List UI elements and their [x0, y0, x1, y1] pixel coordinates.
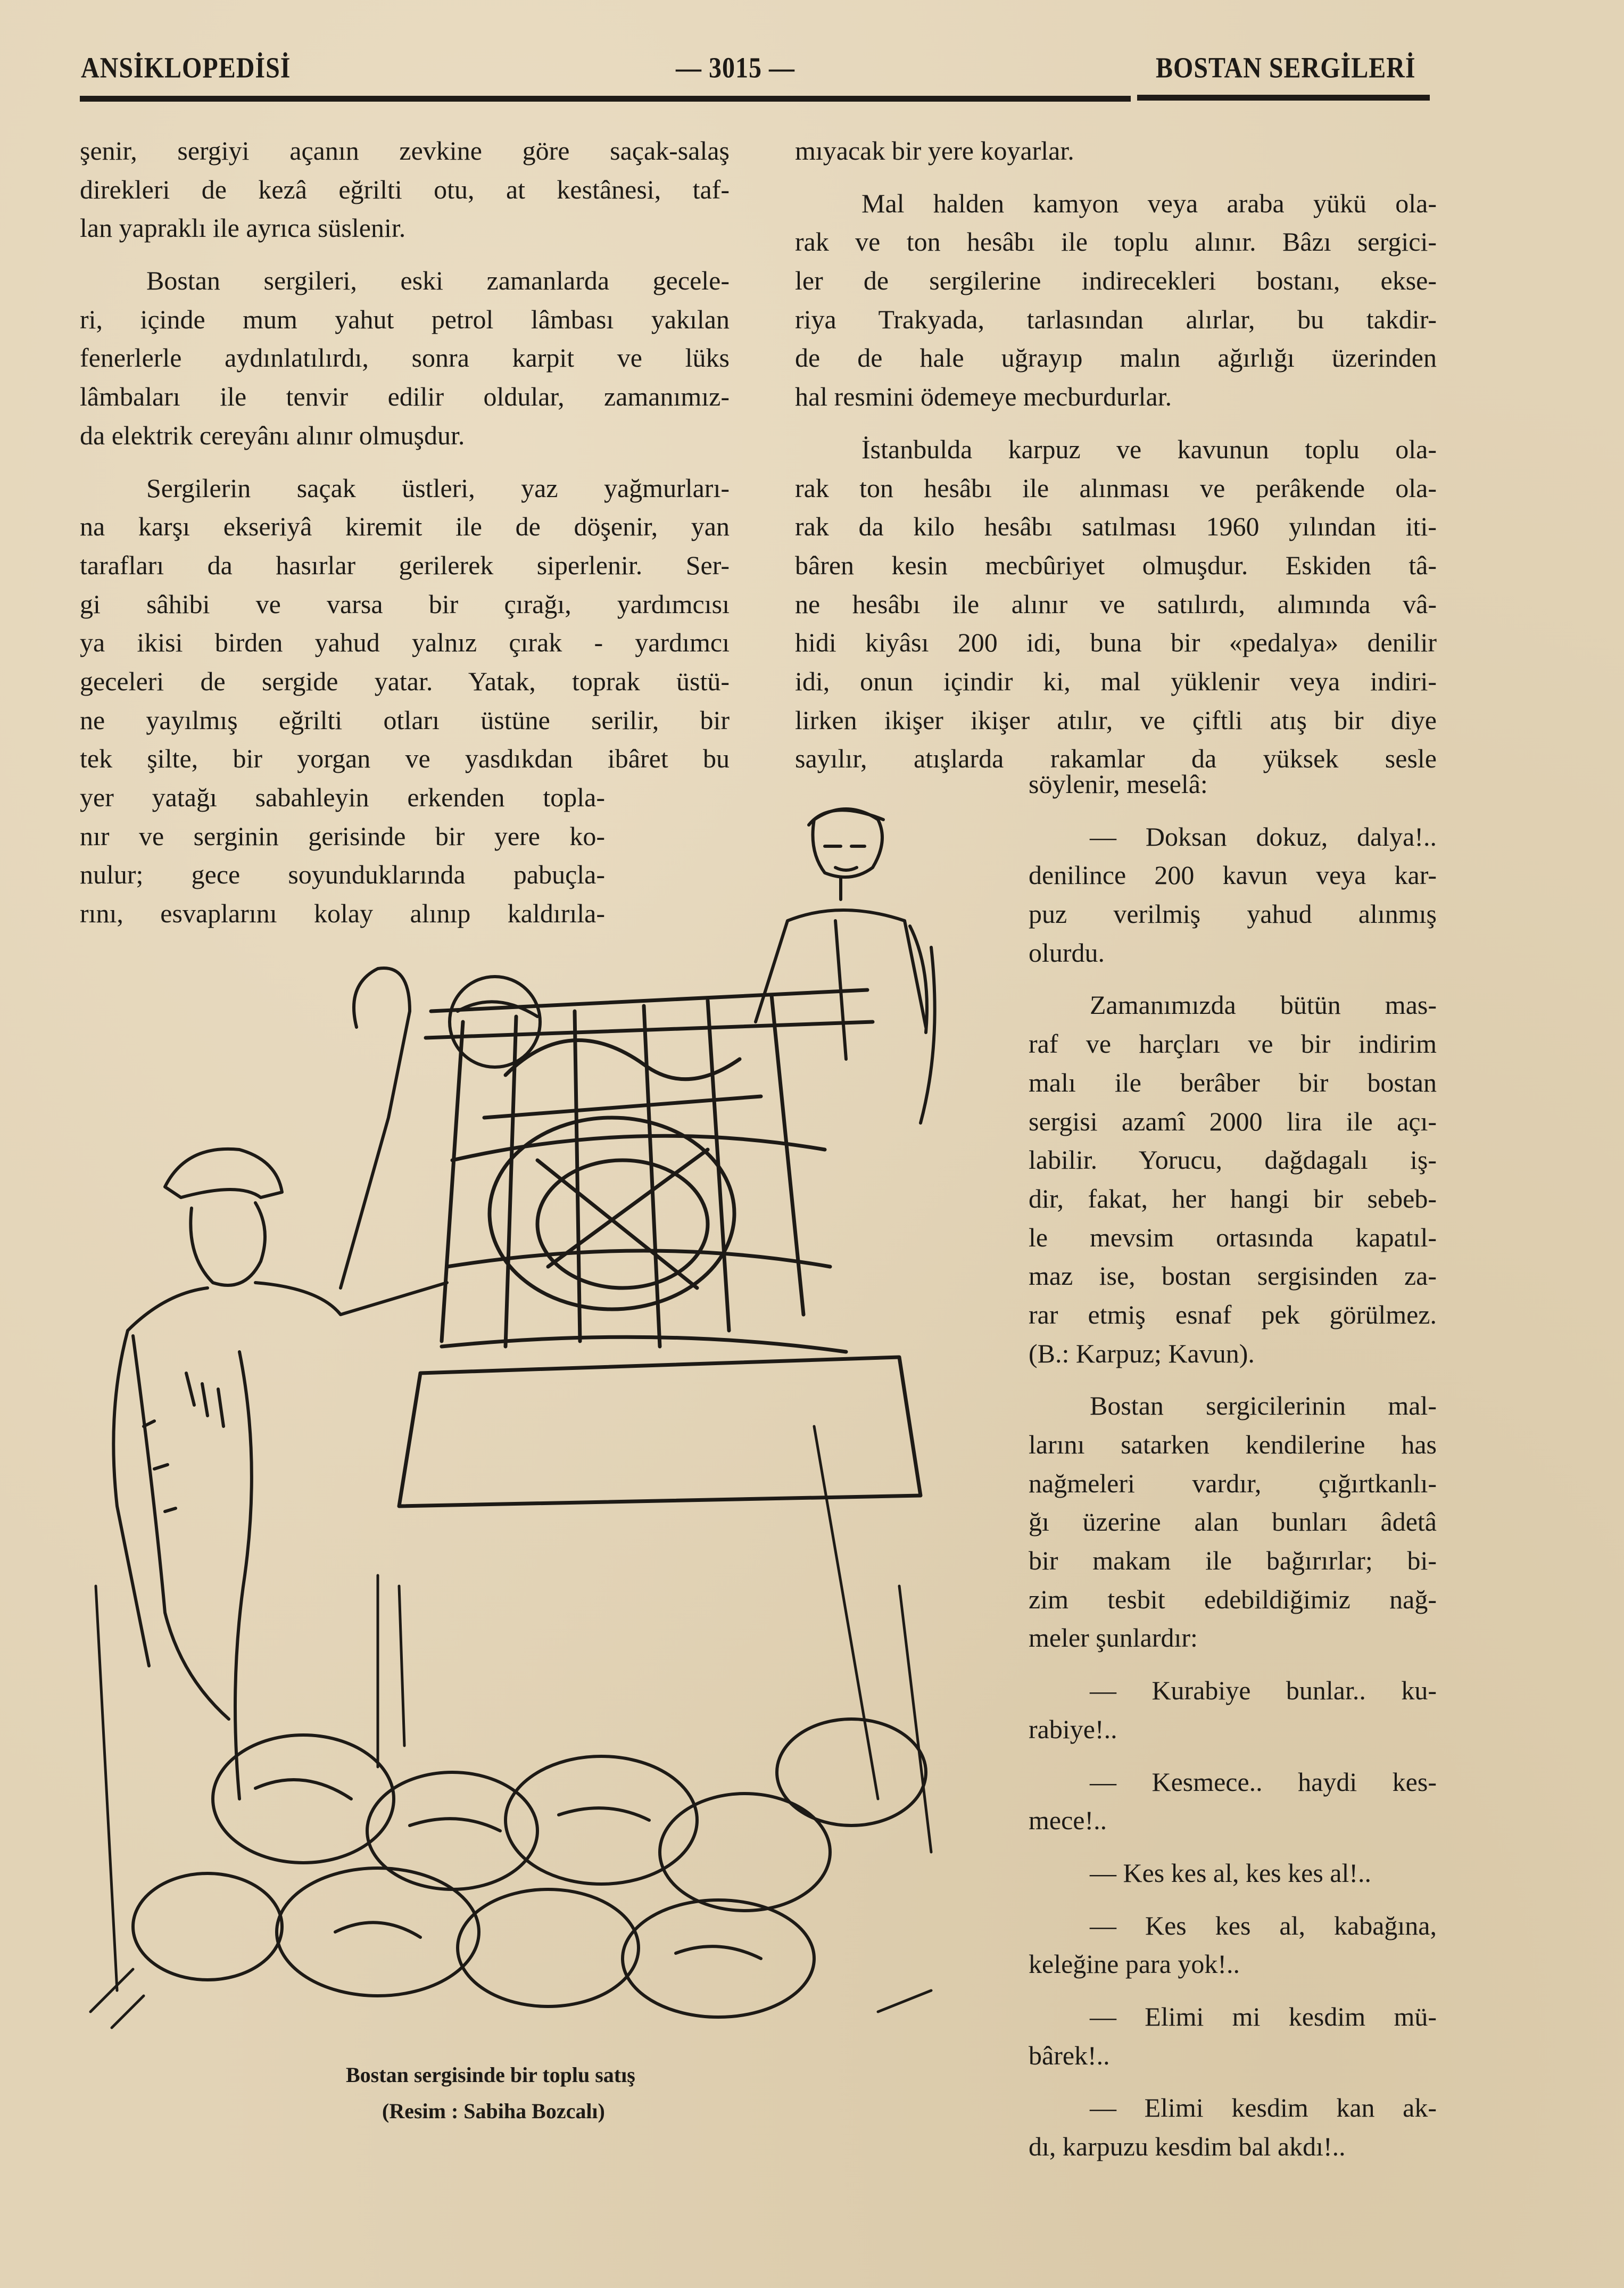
text-line: — Kurabiye bunlar.. ku-: [1090, 1675, 1437, 1706]
running-header-right: BOSTAN SERGİLERİ: [1156, 52, 1416, 84]
ground-lines: [90, 1426, 931, 2028]
paragraph: [1029, 1997, 1437, 2075]
text-line: mece!..: [1029, 1805, 1107, 1836]
text-line: yer yatağı sabahleyin erkenden topla-: [80, 782, 605, 812]
paragraph: [1029, 1763, 1437, 1840]
man-figure: [113, 968, 447, 1799]
paragraph: [1029, 1386, 1437, 1657]
crate-cart: [399, 990, 921, 1506]
text-line: sayılır, atışlarda rakamlar da yüksek sesle: [795, 744, 1437, 774]
header-rule: [1137, 95, 1430, 101]
text-line: rak da kilo hesâbı satılması 1960 yılından iti-: [795, 511, 1437, 542]
text-line: — Elimi mi kesdim mü-: [1090, 2001, 1437, 2031]
text-line: — Kes kes al, kes kes al!..: [1090, 1857, 1372, 1888]
paragraph: [795, 131, 1437, 170]
header-rule: [80, 96, 1131, 102]
page-number: — 3015 —: [676, 52, 795, 84]
text-line: zim tesbit edebildiğimiz nağ-: [1029, 1584, 1437, 1614]
text-line: nulur; gece soyunduklarında pabuçla-: [80, 860, 605, 890]
text-line: na karşı ekseriyâ kiremit ile de döşenir, yan: [80, 511, 730, 542]
text-line: ğı üzerine alan bunları âdetâ: [1029, 1507, 1437, 1537]
text-line: — Kes kes al, kabağına,: [1090, 1910, 1437, 1940]
paragraph: [1029, 1854, 1437, 1893]
text-line: ler de sergilerine indirecekleri bostanı, ekse-: [795, 266, 1437, 296]
text-line: malı ile berâber bir bostan: [1029, 1067, 1437, 1097]
figure-credit: (Resim : Sabiha Bozcalı): [382, 2099, 605, 2123]
text-line: meler şunlardır:: [1029, 1623, 1198, 1653]
text-line: lâmbaları ile tenvir edilir oldular, zamanımız-: [80, 382, 730, 412]
text-line: ne yayılmış eğrilti otları üstüne serilir, bir: [80, 705, 730, 735]
text-line: bir makam ile bağırırlar; bi-: [1029, 1546, 1437, 1576]
paragraph: [795, 184, 1437, 416]
text-line: nağmeleri vardır, çığırtkanlı-: [1029, 1468, 1437, 1498]
text-line: Zamanımızda bütün mas-: [1090, 990, 1437, 1020]
text-line: de de hale uğrayıp malın ağırlığı üzerinden: [795, 343, 1437, 373]
paragraph: [795, 430, 1437, 778]
running-header-left: ANSİKLOPEDİSİ: [81, 52, 291, 84]
text-line: Bostan sergicilerinin mal-: [1090, 1391, 1437, 1421]
text-line: lirken ikişer ikişer atılır, ve çiftli atış bir diye: [795, 705, 1437, 735]
text-line: mıyacak bir yere koyarlar.: [795, 136, 1074, 166]
text-line: raf ve harçları ve bir indirim: [1029, 1029, 1437, 1059]
text-line: — Doksan dokuz, dalya!..: [1090, 821, 1437, 852]
paragraph: [1029, 765, 1437, 804]
paragraph: [1029, 817, 1437, 972]
paragraph: [1029, 1671, 1437, 1748]
text-line: — Elimi kesdim kan ak-: [1090, 2093, 1437, 2123]
text-line: söylenir, meselâ:: [1029, 769, 1208, 799]
text-line: bâren kesin mecbûriyet olmuşdur. Eskiden tâ-: [795, 550, 1437, 580]
text-line: gi sâhibi ve varsa bir çırağı, yardımcısı: [80, 589, 730, 619]
text-line: ya ikisi birden yahud yalnız çırak - yardımcı: [80, 627, 730, 658]
text-line: da elektrik cereyânı alınır olmuşdur.: [80, 420, 465, 450]
text-line: lan yapraklı ile ayrıca süslenir.: [80, 213, 406, 243]
right-column: [795, 131, 1437, 792]
text-line: Mal halden kamyon veya araba yükü ola-: [861, 188, 1437, 218]
paragraph: [1029, 2088, 1437, 2166]
text-line: rak ve ton hesâbı ile toplu alınır. Bâzı sergici-: [795, 227, 1437, 257]
text-line: (B.: Karpuz; Kavun).: [1029, 1338, 1255, 1368]
text-line: ne hesâbı ile alınır ve satılırdı, alımında vâ-: [795, 589, 1437, 619]
text-line: dir, fakat, her hangi bir sebeb-: [1029, 1183, 1437, 1213]
text-line: bârek!..: [1029, 2040, 1110, 2070]
boy-figure: [756, 809, 935, 1123]
paragraph: [1029, 1906, 1437, 1984]
text-line: sergisi azamî 2000 lira ile açı-: [1029, 1106, 1437, 1136]
text-line: tek şilte, bir yorgan ve yasdıkdan ibâret bu: [80, 744, 730, 774]
text-line: idi, onun içindir ki, mal yüklenir veya indiri-: [795, 666, 1437, 696]
text-line: Sergilerin saçak üstleri, yaz yağmurları-: [146, 473, 730, 503]
text-line: olurdu.: [1029, 937, 1105, 968]
text-line: geceleri de sergide yatar. Yatak, toprak üstü-: [80, 666, 730, 696]
text-line: hidi kiyâsı 200 idi, buna bir «pedalya» denilir: [795, 627, 1437, 658]
text-line: keleğine para yok!..: [1029, 1949, 1240, 1979]
text-line: şenir, sergiyi açanın zevkine göre saçak-salaş: [80, 136, 730, 166]
text-line: direkleri de kezâ eğrilti otu, at kestânesi, taf-: [80, 174, 730, 204]
figure-caption: Bostan sergisinde bir toplu satış: [346, 2063, 635, 2087]
text-line: rabiye!..: [1029, 1714, 1117, 1744]
text-line: larını satarken kendilerine has: [1029, 1430, 1437, 1459]
paragraph: [80, 261, 730, 455]
text-line: nır ve serginin gerisinde bir yere ko-: [80, 821, 605, 851]
text-line: — Kesmece.. haydi kes-: [1090, 1766, 1437, 1797]
text-line: rını, esvaplarını kolay alınıp kaldırıla-: [80, 898, 605, 929]
text-line: İstanbulda karpuz ve kavunun toplu ola-: [861, 434, 1437, 464]
text-line: labilir. Yorucu, dağdagalı iş-: [1029, 1145, 1437, 1175]
text-line: dı, karpuzu kesdim bal akdı!..: [1029, 2132, 1346, 2161]
paragraph: [1029, 986, 1437, 1373]
right-narrow-column: [1029, 765, 1437, 2180]
paragraph: [80, 131, 730, 247]
text-line: hal resmini ödemeye mecburdurlar.: [795, 382, 1172, 412]
text-line: Bostan sergileri, eski zamanlarda gecele-: [146, 266, 730, 296]
text-line: maz ise, bostan sergisinden za-: [1029, 1261, 1437, 1291]
text-line: ri, içinde mum yahut petrol lâmbası yakılan: [80, 304, 730, 334]
text-line: rak ton hesâbı ile alınması ve perâkende ola-: [795, 473, 1437, 503]
melon-pile: [133, 1719, 926, 2017]
text-line: denilince 200 kavun veya kar-: [1029, 860, 1437, 890]
text-line: puz verilmiş yahud alınmış: [1029, 899, 1437, 929]
text-line: rar etmiş esnaf pek görülmez.: [1029, 1299, 1437, 1329]
text-line: riya Trakyada, tarlasından alırlar, bu takdir-: [795, 304, 1437, 334]
text-line: le mevsim ortasında kapatıl-: [1029, 1222, 1437, 1252]
text-line: tarafları da hasırlar gerilerek siperlenir. Ser-: [80, 550, 730, 580]
text-line: fenerlerle aydınlatılırdı, sonra karpit ve lüks: [80, 343, 730, 373]
illustration-bostan-sale: [80, 788, 948, 2044]
